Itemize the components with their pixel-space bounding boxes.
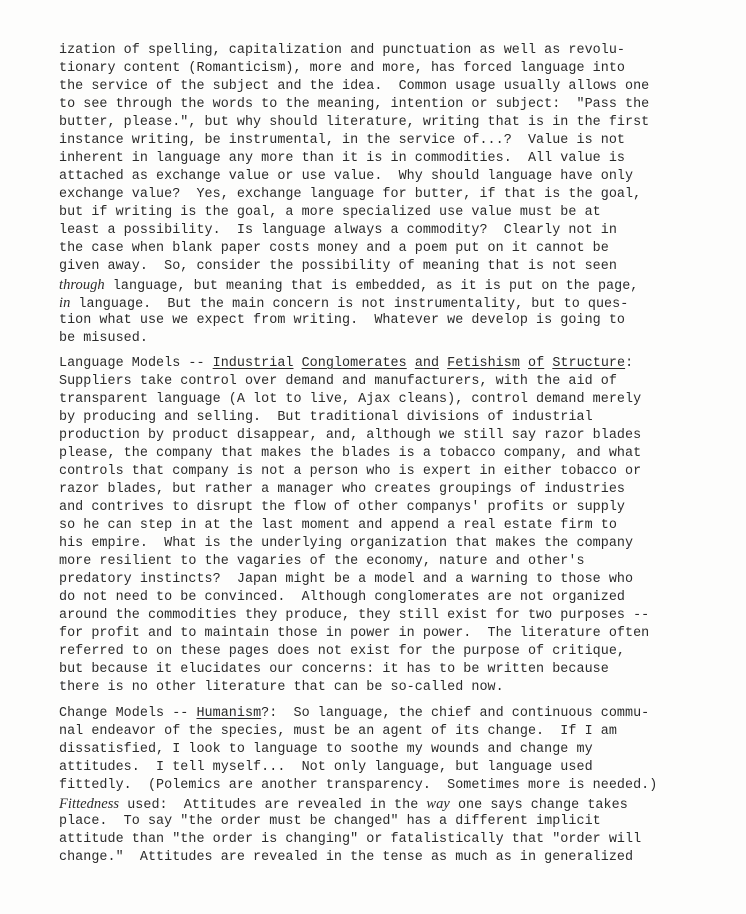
text-line [59,150,739,168]
text-line [59,571,739,589]
text-segment: nal endeavor of the species, must be an agent of its change. If I am [59,724,617,739]
paragraph-language-models [59,355,739,697]
text-segment: so he can step in at the last moment and append a real estate firm to [59,518,617,533]
italic-text: in [59,295,71,311]
text-line [59,168,739,186]
text-line [59,78,739,96]
text-line [59,535,739,553]
text-line [59,679,739,697]
text-line [59,204,739,222]
paragraph-change-models [59,705,739,867]
text-segment: Language Models -- [59,356,213,371]
text-segment [407,356,415,371]
text-segment: his empire. What is the underlying organization that makes the company [59,536,634,551]
italic-text: way [426,796,450,812]
italic-text: through [59,277,105,293]
text-line [59,795,739,813]
text-segment: fittedly. (Polemics are another transparency. Sometimes more is needed.) [59,778,658,793]
text-line [59,60,739,78]
text-line [59,42,739,60]
text-line [59,409,739,427]
underlined-text: and [414,356,440,371]
text-segment: but because it elucidates our concerns: it has to be written because [59,662,609,677]
text-line [59,96,739,114]
text-segment: by producing and selling. But traditional divisions of industrial [59,410,593,425]
text-segment: production by product disappear, and, although we still say razor blades [59,428,642,443]
text-segment: attached as exchange value or use value. Why should language have only [59,169,634,184]
italic-text: Fittedness [59,796,120,812]
text-segment: the case when blank paper costs money and a poem put on it cannot be [59,241,609,256]
text-line [59,625,739,643]
text-segment: transparent language (A lot to live, Ajax cleans), control demand merely [59,392,642,407]
underlined-text: Industrial [212,356,294,371]
text-line [59,607,739,625]
text-segment: be misused. [59,331,148,346]
text-segment: the service of the subject and the idea. Common usage usually allows one [59,79,650,94]
text-line [59,759,739,777]
text-line [59,589,739,607]
text-segment: around the commodities they produce, they still exist for two purposes -- [59,608,650,623]
underlined-text: Structure [552,356,626,371]
text-segment: and contrives to disrupt the flow of other companys' profits or supply [59,500,625,515]
text-line [59,643,739,661]
text-line [59,114,739,132]
text-segment: ization of spelling, capitalization and punctuation as well as revolu- [59,43,625,58]
underlined-text: Conglomerates [301,356,407,371]
text-line [59,705,739,723]
text-line [59,831,739,849]
text-line [59,186,739,204]
text-segment [439,356,447,371]
text-segment: language, but meaning that is embedded, as it is put on the page, [104,279,639,294]
text-line [59,276,739,294]
text-segment: dissatisfied, I look to language to soothe my wounds and change my [59,742,593,757]
text-segment: attitudes. I tell myself... Not only language, but language used [59,760,593,775]
text-segment: to see through the words to the meaning, intention or subject: "Pass the [59,97,650,112]
text-segment: place. To say "the order must be changed" has a different implicit [59,814,601,829]
text-segment [520,356,528,371]
text-line [59,661,739,679]
text-line [59,373,739,391]
text-segment: exchange value? Yes, exchange language for butter, if that is the goal, [59,187,642,202]
text-segment: Suppliers take control over demand and manufacturers, with the aid of [59,374,617,389]
text-segment: : [625,356,634,371]
text-line [59,355,739,373]
text-segment: language. But the main concern is not instrumentality, but to ques- [70,297,629,312]
text-segment: for profit and to maintain those in power in power. The literature often [59,626,650,641]
text-segment: there is no other literature that can be so-called now. [59,680,504,695]
underlined-text: Humanism [196,706,262,721]
text-segment: please, the company that makes the blades is a tobacco company, and what [59,446,642,461]
text-line [59,553,739,571]
paragraph-language-value [59,42,739,348]
text-segment: ?: So language, the chief and continuous commu- [261,706,650,721]
text-segment: instance writing, be instrumental, in the service of...? Value is not [59,133,625,148]
text-segment: given away. So, consider the possibility of meaning that is not seen [59,259,617,274]
text-segment: change." Attitudes are revealed in the tense as much as in generalized [59,850,634,865]
text-segment: used: Attitudes are revealed in the [119,798,427,813]
text-line [59,723,739,741]
text-segment: attitude than "the order is changing" or fatalistically that "order will [59,832,642,847]
text-segment: razor blades, but rather a manager who creates groupings of industries [59,482,625,497]
text-segment: butter, please.", but why should literature, writing that is in the first [59,115,650,130]
text-line [59,258,739,276]
text-segment: controls that company is not a person who is expert in either tobacco or [59,464,642,479]
underlined-text: Fetishism [447,356,520,371]
text-segment: tion what use we expect from writing. Whatever we develop is going to [59,313,625,328]
text-line [59,463,739,481]
text-line [59,330,739,348]
text-segment: least a possibility. Is language always a commodity? Clearly not in [59,223,617,238]
text-segment: one says change takes [449,798,628,813]
text-segment [294,356,302,371]
text-line [59,312,739,330]
text-line [59,222,739,240]
text-line [59,481,739,499]
underlined-text: of [528,356,545,371]
text-line [59,240,739,258]
text-line [59,391,739,409]
text-line [59,517,739,535]
text-line [59,741,739,759]
text-segment: predatory instincts? Japan might be a model and a warning to those who [59,572,634,587]
text-segment: Change Models -- [59,706,197,721]
text-segment: more resilient to the vagaries of the economy, nature and other's [59,554,585,569]
text-line [59,813,739,831]
text-segment: referred to on these pages does not exist for the purpose of critique, [59,644,625,659]
text-line [59,849,739,867]
text-line [59,445,739,463]
text-segment: tionary content (Romanticism), more and more, has forced language into [59,61,625,76]
text-line [59,294,739,312]
text-line [59,132,739,150]
text-line [59,499,739,517]
text-line [59,427,739,445]
text-line [59,777,739,795]
text-segment: but if writing is the goal, a more specialized use value must be at [59,205,601,220]
text-segment: inherent in language any more than it is in commodities. All value is [59,151,625,166]
text-segment: do not need to be convinced. Although conglomerates are not organized [59,590,625,605]
